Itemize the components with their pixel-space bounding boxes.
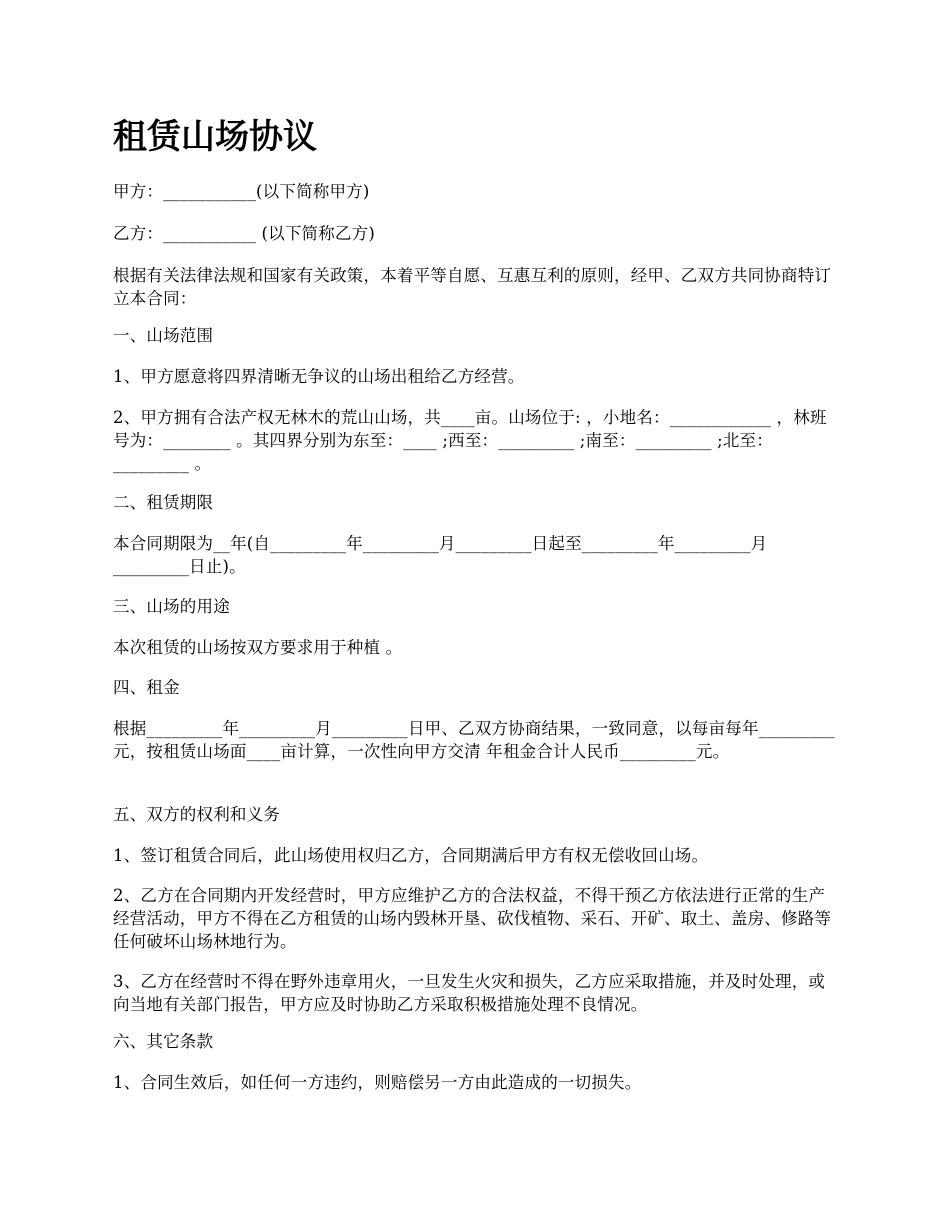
section-heading-scope: 一、山场范围 — [113, 326, 214, 345]
section-heading-term: 二、租赁期限 — [113, 493, 214, 512]
section-heading-other: 六、其它条款 — [113, 1032, 214, 1051]
document-title: 租赁山场协议 — [113, 117, 317, 157]
scope-clause-1: 1、甲方愿意将四界清晰无争议的山场出租给乙方经营。 — [113, 367, 525, 386]
section-heading-rights: 五、双方的权利和义务 — [113, 805, 280, 824]
scope-clause-2: 2、甲方拥有合法产权无林木的荒山山场，共____亩。山场位于: ，小地名：____________ ，林班号为：________ 。其四界分别为东至：____ ;西至：_________ ;南至：_________ ;北至：_________ 。 — [113, 408, 827, 473]
other-clause-1: 1、合同生效后，如任何一方违约，则赔偿另一方由此造成的一切损失。 — [113, 1073, 642, 1092]
party-a-line: 甲方：___________(以下简称甲方) — [113, 182, 370, 201]
rights-clause-2: 2、乙方在合同期内开发经营时，甲方应维护乙方的合法权益，不得干预乙方依法进行正常的生产经营活动，甲方不得在乙方租赁的山场内毁林开垦、砍伐植物、采石、开矿、取土、盖房、修路等任何破坏山场林地行为。 — [113, 886, 832, 951]
term-clause: 本合同期限为__年(自_________年_________月_________日起至_________年_________月_________日止)。 — [113, 534, 768, 576]
section-heading-rent: 四、租金 — [113, 678, 180, 697]
rent-clause: 根据_________年_________月_________日甲、乙双方协商结果，一致同意，以每亩每年_________元，按租赁山场面____亩计算，一次性向甲方交清 年租金合计人民币_________元。 — [113, 719, 835, 761]
rights-clause-1: 1、签订租赁合同后，此山场使用权归乙方，合同期满后甲方有权无偿收回山场。 — [113, 846, 709, 865]
rights-clause-3: 3、乙方在经营时不得在野外违章用火，一旦发生火灾和损失，乙方应采取措施，并及时处理，或向当地有关部门报告，甲方应及时协助乙方采取积极措施处理不良情况。 — [113, 972, 826, 1014]
section-heading-usage: 三、山场的用途 — [113, 597, 230, 616]
party-b-line: 乙方：___________ (以下简称乙方) — [113, 224, 375, 243]
preamble-paragraph: 根据有关法律法规和国家有关政策，本着平等自愿、互惠互利的原则，经甲、乙双方共同协商特订立本合同： — [113, 266, 832, 308]
usage-clause: 本次租赁的山场按双方要求用于种植 。 — [113, 638, 403, 657]
